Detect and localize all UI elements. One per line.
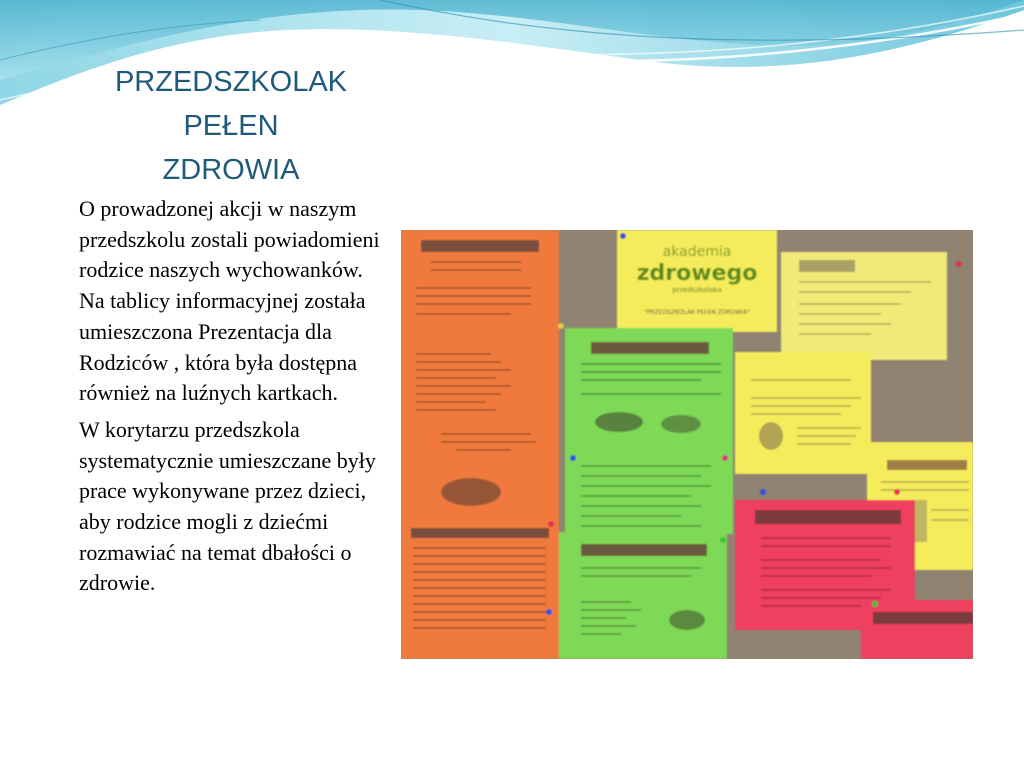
yellow-logo-poster	[617, 230, 777, 332]
orange-poster	[401, 230, 559, 659]
slide-title-line: PRZEDSZKOLAK	[114, 66, 348, 98]
poster-caption: "PRZEDSZKOLAK PEŁEN ZDROWIA"	[644, 309, 750, 316]
bulletin-board-illustration	[401, 230, 973, 659]
slide-body	[79, 194, 389, 605]
poster-logo-top: akademia	[662, 244, 732, 260]
slide-title-line: ZDROWIA	[162, 154, 300, 186]
slide-title	[100, 60, 362, 192]
body-paragraph: W korytarzu przedszkola systematycznie umieszczane były prace wykonywane przez dzieci, aby rodzice mogli z dziećmi rozmawiać na temat dbałości o zdrowie.	[79, 416, 376, 596]
poster-logo-main: zdrowego	[636, 261, 758, 286]
slide-title-line: PEŁEN	[183, 110, 279, 142]
body-paragraph: O prowadzonej akcji w naszym przedszkolu zostali powiadomieni rodzice naszych wychowanków. Na tablicy informacyjnej została umieszczona Prezentacja dla Rodziców , która była dostępna również na luźnych kartkach.	[79, 196, 380, 406]
poster-logo-sub: przedszkolaka	[672, 286, 722, 294]
pale-yellow-poster	[781, 252, 947, 360]
green-poster	[559, 328, 733, 659]
bulletin-board-photo	[401, 230, 973, 659]
yellow-info-poster	[735, 352, 871, 474]
